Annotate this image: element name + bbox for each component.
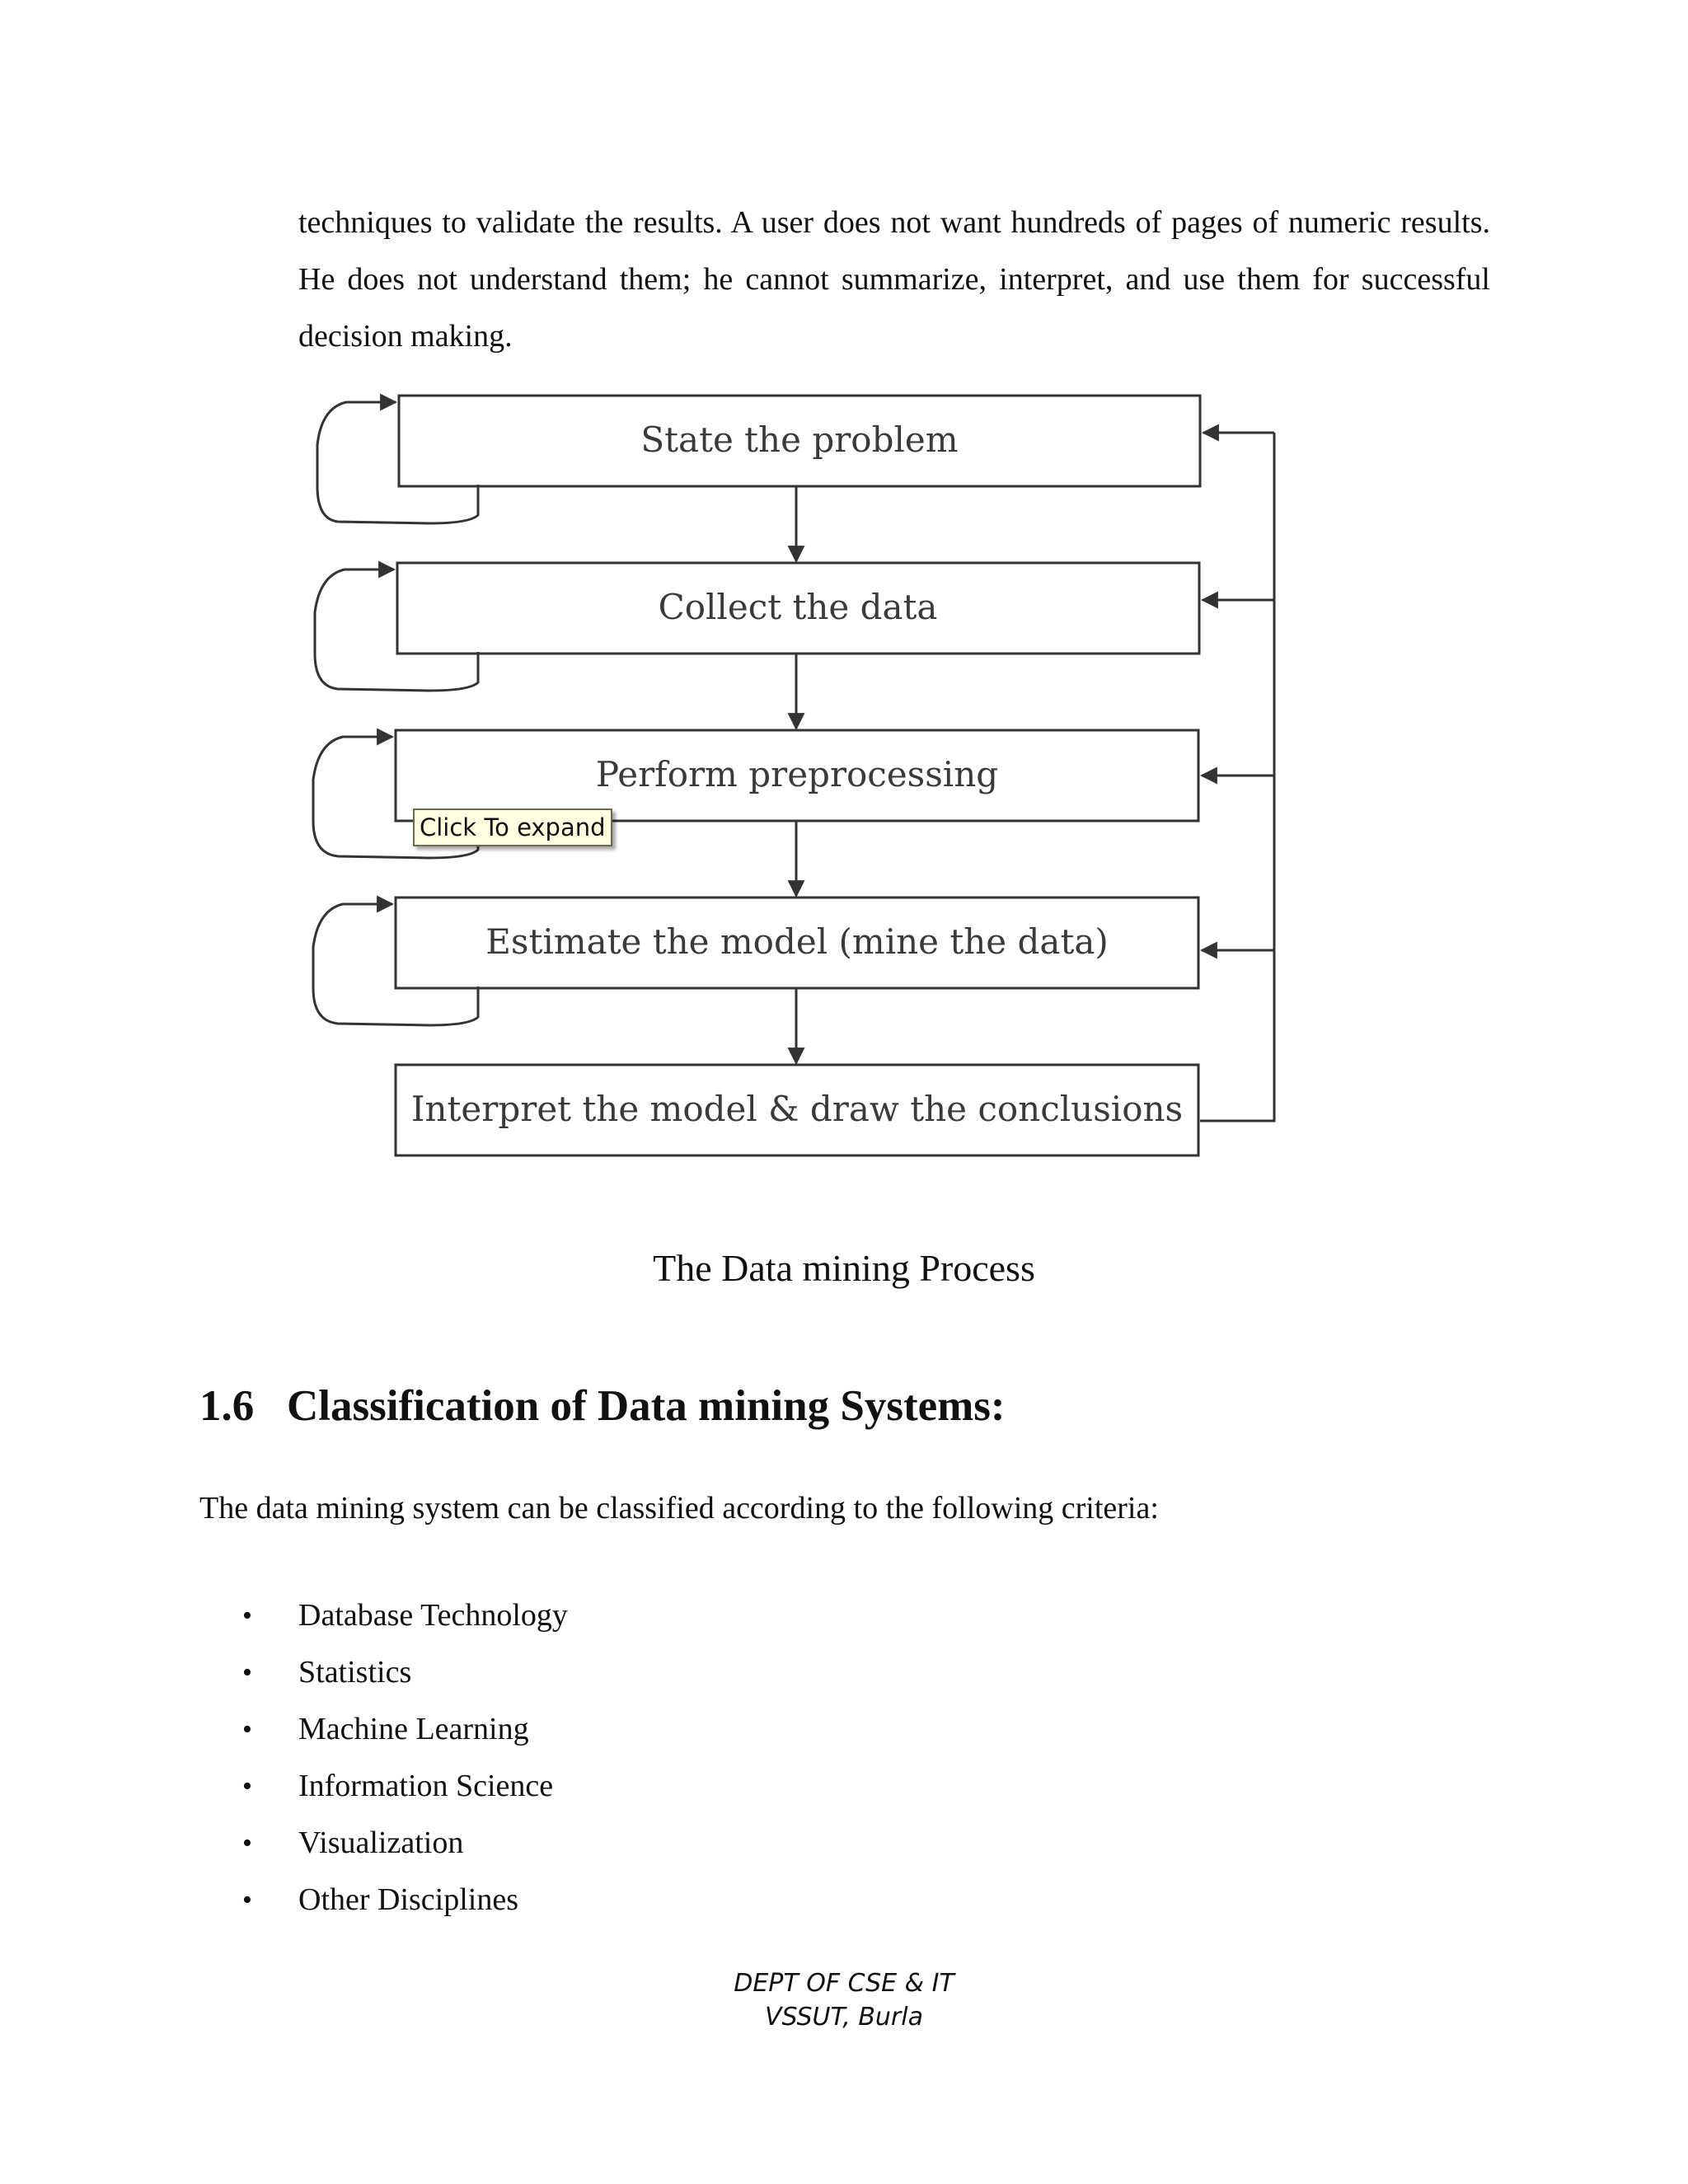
- step-label-1: State the problem: [640, 419, 959, 460]
- criteria-item: • Statistics: [199, 1644, 568, 1701]
- section-title: Classification of Data mining Systems:: [287, 1382, 1006, 1430]
- intro-paragraph: techniques to validate the results. A user does not want hundreds of pages of numeric results. He does not understand them; he cannot summarize, interpret, and use them for successful decision making.: [298, 205, 1490, 354]
- criteria-lead-text: The data mining system can be classified according to the following criteria:: [199, 1491, 1159, 1526]
- data-mining-process-diagram: [305, 387, 1302, 1179]
- criteria-item: • Database Technology: [199, 1587, 568, 1644]
- step-label-3: Perform preprocessing: [595, 754, 999, 794]
- criteria-item: • Information Science: [199, 1758, 568, 1815]
- section-number: 1.6: [199, 1382, 255, 1430]
- section-heading: [199, 1381, 1006, 1431]
- footer-university: VSSUT, Burla: [765, 2003, 923, 2032]
- step-label-4: Estimate the model (mine the data): [485, 921, 1109, 962]
- criteria-item: • Visualization: [199, 1815, 568, 1872]
- step-label-2: Collect the data: [658, 587, 938, 627]
- process-flowchart: [305, 387, 1302, 1179]
- click-to-expand-tooltip[interactable]: Click To expand: [413, 808, 612, 846]
- criteria-item: • Other Disciplines: [199, 1872, 568, 1929]
- criteria-list: [199, 1587, 568, 1929]
- figure-caption: The Data mining Process: [653, 1247, 1035, 1289]
- step-label-5: Interpret the model & draw the conclusions: [410, 1089, 1184, 1129]
- page-footer: [0, 1966, 1688, 2034]
- criteria-item: • Machine Learning: [199, 1701, 568, 1758]
- footer-department: DEPT OF CSE & IT: [734, 1969, 954, 1998]
